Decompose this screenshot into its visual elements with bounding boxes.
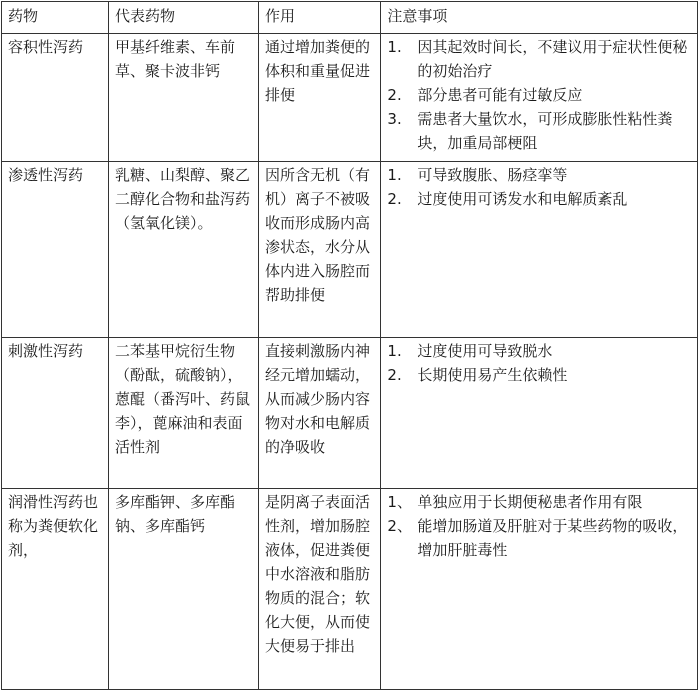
action-cell: 直接刺激肠内神经元增加蠕动，从而减少肠内容物对水和电解质的净吸收 [258,338,380,489]
drug-class-cell: 渗透性泻药 [2,162,109,338]
note-number: 2、 [387,517,412,535]
note-number: 1. [387,166,402,184]
note-number: 3. [387,110,402,128]
note-number: 2. [387,366,402,384]
note-item [387,363,691,387]
representative-drugs-cell: 多库酯钾、多库酯钠、多库酯钙 [108,489,258,690]
table-row [2,338,698,489]
drug-class-cell: 润滑性泻药也称为粪便软化剂， [2,489,109,690]
header-representative-drugs: 代表药物 [108,2,258,34]
representative-drugs-cell: 甲基纤维素、车前草、聚卡波非钙 [108,34,258,162]
notes-cell [381,489,698,690]
note-number: 1、 [387,493,412,511]
action-cell: 因所含无机（有机）离子不被吸收而形成肠内高渗状态，水分从体内进入肠腔而帮助排便 [258,162,380,338]
note-text: 因其起效时间长，不建议用于症状性便秘的初始治疗 [417,38,688,80]
table-row [2,489,698,690]
note-item [387,35,691,83]
note-text: 能增加肠道及肝脏对于某些药物的吸收，增加肝脏毒性 [417,517,688,559]
note-text: 长期使用易产生依赖性 [417,366,568,384]
note-item [387,187,691,211]
note-number: 2. [387,86,402,104]
note-text: 过度使用可导致脱水 [417,342,553,360]
header-drug-class: 药物 [2,2,109,34]
drug-class-cell: 容积性泻药 [2,34,109,162]
note-item [387,83,691,107]
table-row [2,162,698,338]
note-text: 过度使用可诱发水和电解质紊乱 [417,190,628,208]
note-number: 1. [387,342,402,360]
note-item [387,339,691,363]
header-notes: 注意事项 [381,2,698,34]
note-text: 需患者大量饮水，可形成膨胀性粘性粪块，加重局部梗阻 [417,110,673,152]
representative-drugs-cell: 二苯基甲烷衍生物（酚酞，硫酸钠），蒽醌（番泻叶、药鼠李），蓖麻油和表面活性剂 [108,338,258,489]
action-cell: 通过增加粪便的体积和重量促进排便 [258,34,380,162]
note-text: 部分患者可能有过敏反应 [417,86,583,104]
note-number: 2. [387,190,402,208]
action-cell: 是阴离子表面活性剂，增加肠腔液体，促进粪便中水溶液和脂肪物质的混合；软化大便，从而使大便易于排出 [258,489,380,690]
note-text: 可导致腹胀、肠痉挛等 [417,166,568,184]
header-action: 作用 [258,2,380,34]
table-row [2,34,698,162]
note-item [387,514,691,562]
notes-list [387,35,691,155]
notes-list [387,490,691,562]
drug-class-cell: 刺激性泻药 [2,338,109,489]
note-item [387,490,691,514]
note-number: 1. [387,38,402,56]
note-item [387,107,691,155]
laxative-table [1,1,698,690]
notes-list [387,339,691,387]
notes-list [387,163,691,211]
note-item [387,163,691,187]
header-row [2,2,698,34]
representative-drugs-cell: 乳糖、山梨醇、聚乙二醇化合物和盐泻药（氢氧化镁）。 [108,162,258,338]
notes-cell [381,162,698,338]
note-text: 单独应用于长期便秘患者作用有限 [417,493,643,511]
notes-cell [381,34,698,162]
notes-cell [381,338,698,489]
